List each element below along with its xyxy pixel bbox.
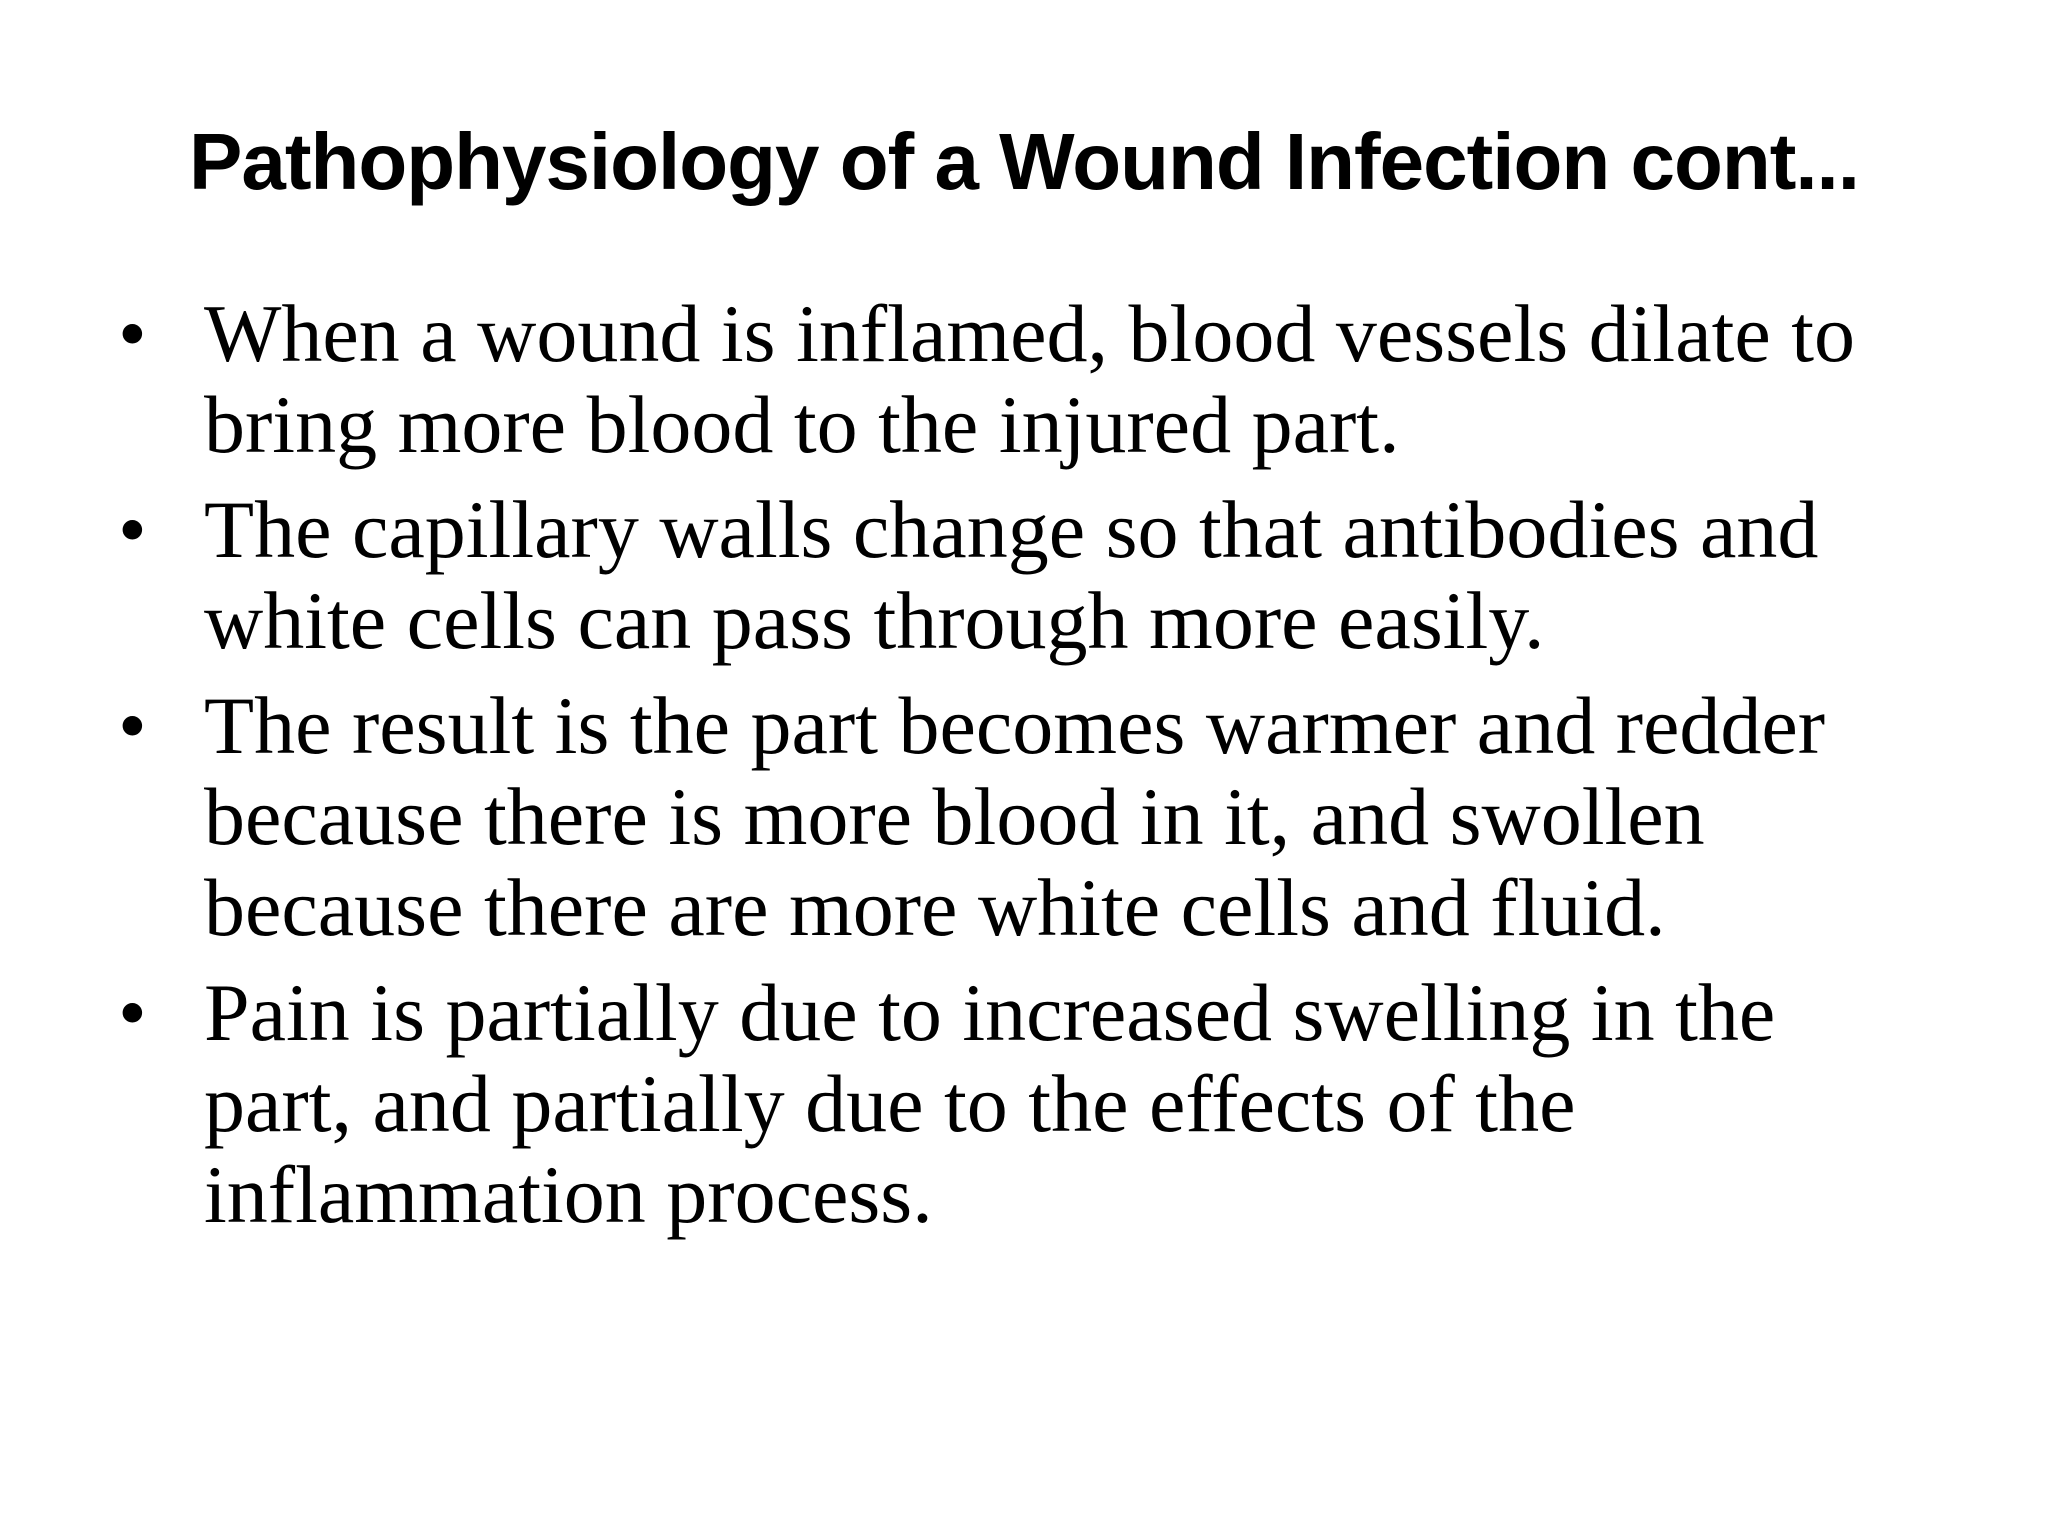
bullet-marker: •: [118, 288, 147, 379]
bullet-text-line: because there is more blood in it, and swollen: [204, 771, 1705, 862]
bullet-text-line: The capillary walls change so that antibodies and: [204, 484, 1819, 575]
bullet-item: [118, 680, 1998, 953]
slide-title: Pathophysiology of a Wound Infection cont...: [188, 117, 1860, 206]
bullet-text-line: The result is the part becomes warmer and redder: [204, 680, 1826, 771]
bullet-text-line: because there are more white cells and fluid.: [204, 862, 1666, 953]
bullet-marker: •: [118, 484, 147, 575]
bullet-item: [118, 967, 1998, 1240]
bullet-list: [118, 288, 1998, 1254]
bullet-text-line: part, and partially due to the effects of the: [204, 1058, 1576, 1149]
bullet-marker: •: [118, 680, 147, 771]
bullet-item: [118, 484, 1998, 666]
bullet-text-line: Pain is partially due to increased swelling in the: [204, 967, 1776, 1058]
bullet-marker: •: [118, 967, 147, 1058]
bullet-text-line: When a wound is inflamed, blood vessels dilate to: [204, 288, 1856, 379]
bullet-item: [118, 288, 1998, 470]
bullet-text-line: bring more blood to the injured part.: [204, 379, 1400, 470]
bullet-text-line: white cells can pass through more easily.: [204, 575, 1545, 666]
bullet-text-line: inflammation process.: [204, 1149, 933, 1240]
